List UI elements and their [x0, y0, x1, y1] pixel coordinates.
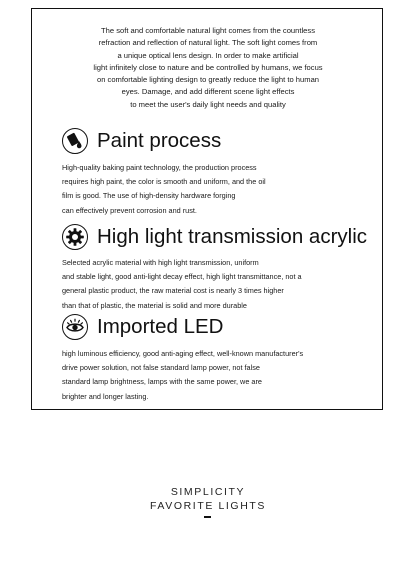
desc-line: film is good. The use of high-density hardware forging	[62, 191, 236, 201]
intro-line: on comfortable lighting design to greatly reduce the light to human	[96, 75, 320, 85]
intro-line: to meet the user's daily light needs and quality	[130, 99, 286, 109]
section-led-description	[62, 347, 382, 404]
intro-line: The soft and comfortable natural light comes from the countless	[101, 26, 315, 35]
desc-line: standard lamp brightness, lamps with the same power, we are	[62, 377, 262, 387]
desc-line: and stable light, good anti-light decay effect, high light transmittance, not a	[62, 272, 302, 282]
tagline-line: FAVORITE LIGHTS	[150, 499, 266, 512]
desc-line: Selected acrylic material with high light transmission, uniform	[62, 258, 259, 267]
eye-icon	[62, 314, 88, 340]
desc-line: brighter and longer lasting.	[62, 391, 149, 401]
desc-line: High-quality baking paint technology, the production process	[62, 163, 257, 172]
section-title: Paint process	[97, 129, 222, 152]
section-acrylic-description	[62, 256, 382, 313]
section-acrylic-header	[62, 224, 367, 250]
brand-tagline	[0, 486, 416, 513]
desc-line: drive power solution, not false standard lamp power, not false	[62, 363, 260, 373]
section-paint-header	[62, 128, 221, 154]
desc-line: can effectively prevent corrosion and rust.	[62, 205, 197, 215]
tagline-line: SIMPLICITY	[170, 486, 246, 498]
section-led-header	[62, 314, 223, 340]
desc-line: requires high paint, the color is smooth and uniform, and the oil	[62, 177, 266, 187]
section-title: Imported LED	[97, 315, 224, 338]
paint-drop-icon	[62, 128, 88, 154]
intro-line: eyes. Damage, and add different scene light effects	[121, 87, 295, 97]
section-title: High light transmission acrylic	[97, 225, 368, 248]
desc-line: high luminous efficiency, good anti-aging effect, well-known manufacturer's	[62, 349, 304, 358]
section-paint-description	[62, 161, 382, 218]
desc-line: than that of plastic, the material is solid and more durable	[62, 300, 247, 310]
intro-line: a unique optical lens design. In order to make artificial	[117, 50, 299, 60]
tagline-underline	[204, 516, 211, 518]
desc-line: general plastic product, the raw material cost is nearly 3 times higher	[62, 286, 284, 296]
gear-icon	[62, 224, 88, 250]
intro-line: refraction and reflection of natural light. The soft light comes from	[98, 38, 318, 48]
intro-line: light infinitely close to nature and be controlled by humans, we focus	[93, 62, 323, 72]
intro-paragraph	[44, 25, 372, 111]
